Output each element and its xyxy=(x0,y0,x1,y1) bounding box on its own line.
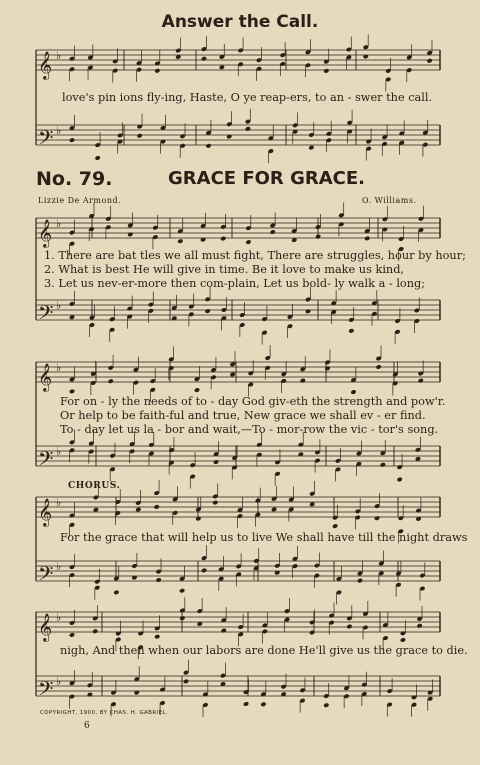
note-head xyxy=(154,504,160,510)
verse-line-1: 1. There are bat tles we all must fight, There are struggles, hour by hour; xyxy=(44,249,466,262)
page-title: Answer the Call. xyxy=(161,12,319,32)
treble-clef-icon: 𝄞 xyxy=(38,498,53,526)
note-head xyxy=(69,632,75,638)
note-head xyxy=(212,500,218,506)
note-head xyxy=(364,236,370,242)
note-head xyxy=(135,507,141,513)
flat-icon: ♭ xyxy=(56,496,62,509)
note-head xyxy=(324,366,330,372)
note-head xyxy=(201,568,207,574)
note-head xyxy=(113,590,119,596)
chorus-label: CHORUS. xyxy=(68,481,121,491)
note-head xyxy=(245,126,251,132)
bass-clef-icon: 𝄢 xyxy=(38,126,54,154)
note-head xyxy=(205,308,211,314)
bass-clef-icon: 𝄢 xyxy=(38,677,54,705)
copyright-notice: COPYRIGHT, 1900, BY CHAS. H. GABRIEL. xyxy=(40,710,169,716)
note-head xyxy=(108,378,114,384)
note-head xyxy=(374,515,380,521)
note-head xyxy=(426,58,432,64)
verse-line-3: 3. Let us nev-er-more then com-plain, Let us bold- ly walk a - long; xyxy=(44,277,426,290)
flat-icon: ♭ xyxy=(56,124,62,137)
note-head xyxy=(179,588,185,594)
flat-icon: ♭ xyxy=(56,445,62,458)
top-lyric-line: love's pin ions fly-ing, Haste, O ye reap-ers, to an - swer the call. xyxy=(62,91,433,104)
note-head xyxy=(323,703,329,709)
note-head xyxy=(154,634,160,640)
flat-icon: ♭ xyxy=(56,675,62,688)
flat-icon: ♭ xyxy=(56,611,62,624)
flat-icon: ♭ xyxy=(56,217,62,230)
note-head xyxy=(397,477,403,483)
bass-clef-icon: 𝄢 xyxy=(38,447,54,475)
note-head xyxy=(177,238,183,244)
chorus-line-2: nigh, And then when our labors are done He'll give us the grace to die. xyxy=(60,644,468,657)
note-head xyxy=(350,389,356,395)
note-head xyxy=(271,507,277,513)
note-head xyxy=(220,236,226,242)
note-head xyxy=(69,389,75,395)
note-head xyxy=(270,229,276,235)
verse-line-5: Or help to be faith-ful and true, New grace we shall ev - er find. xyxy=(60,409,426,422)
verse-line-4: For on - ly the needs of to - day God giv-eth the strength and pow'r. xyxy=(60,395,446,408)
verse-line-6: To - day let us la - bor and wait,—To - mor-row the vic - tor's song. xyxy=(60,423,439,436)
page-number: 6 xyxy=(84,721,90,731)
note-head xyxy=(400,637,406,643)
flat-icon: ♭ xyxy=(56,560,62,573)
note-head xyxy=(137,133,143,139)
note-head xyxy=(213,459,219,465)
treble-clef-icon: 𝄞 xyxy=(38,613,53,641)
note-head xyxy=(205,143,211,149)
bass-clef-icon: 𝄢 xyxy=(38,562,54,590)
treble-clef-icon: 𝄞 xyxy=(38,219,53,247)
lyricist-credit: Lizzie De Armond. xyxy=(38,196,122,205)
flat-icon: ♭ xyxy=(56,299,62,312)
flat-icon: ♭ xyxy=(56,361,62,374)
note-head xyxy=(154,68,160,74)
hymn-title: GRACE FOR GRACE. xyxy=(168,168,365,189)
note-head xyxy=(87,692,93,698)
note-head xyxy=(357,578,363,584)
treble-clef-icon: 𝄞 xyxy=(38,363,53,391)
note-head xyxy=(127,232,133,238)
note-head xyxy=(300,378,306,384)
note-head xyxy=(194,387,200,393)
note-head xyxy=(418,378,424,384)
chorus-line-1: For the grace that will help us to live We shall have till the night draws xyxy=(60,531,468,544)
note-head xyxy=(323,68,329,74)
note-head xyxy=(183,679,189,685)
note-head xyxy=(221,628,227,634)
note-head xyxy=(69,137,75,143)
note-head xyxy=(229,372,235,378)
note-head xyxy=(201,56,207,62)
verse-line-2: 2. What is best He will give in time. Be it love to make us kind, xyxy=(44,263,405,276)
note-head xyxy=(416,623,422,629)
note-head xyxy=(363,54,369,60)
note-head xyxy=(380,462,386,468)
flat-icon: ♭ xyxy=(56,49,62,62)
note-head xyxy=(155,577,161,583)
note-head xyxy=(95,155,101,161)
hymn-number: No. 79. xyxy=(36,168,113,190)
note-head xyxy=(348,328,354,334)
note-head xyxy=(375,364,381,370)
note-head xyxy=(308,145,314,151)
note-head xyxy=(346,624,352,630)
note-head xyxy=(305,309,311,315)
note-head xyxy=(243,701,249,707)
note-head xyxy=(332,523,338,529)
note-head xyxy=(179,615,185,621)
note-head xyxy=(245,239,251,245)
bass-clef-icon: 𝄢 xyxy=(38,301,54,329)
note-head xyxy=(92,629,98,635)
note-head xyxy=(315,234,321,240)
note-head xyxy=(260,702,266,708)
composer-credit: O. Williams. xyxy=(362,196,417,205)
treble-clef-icon: 𝄞 xyxy=(38,51,53,79)
